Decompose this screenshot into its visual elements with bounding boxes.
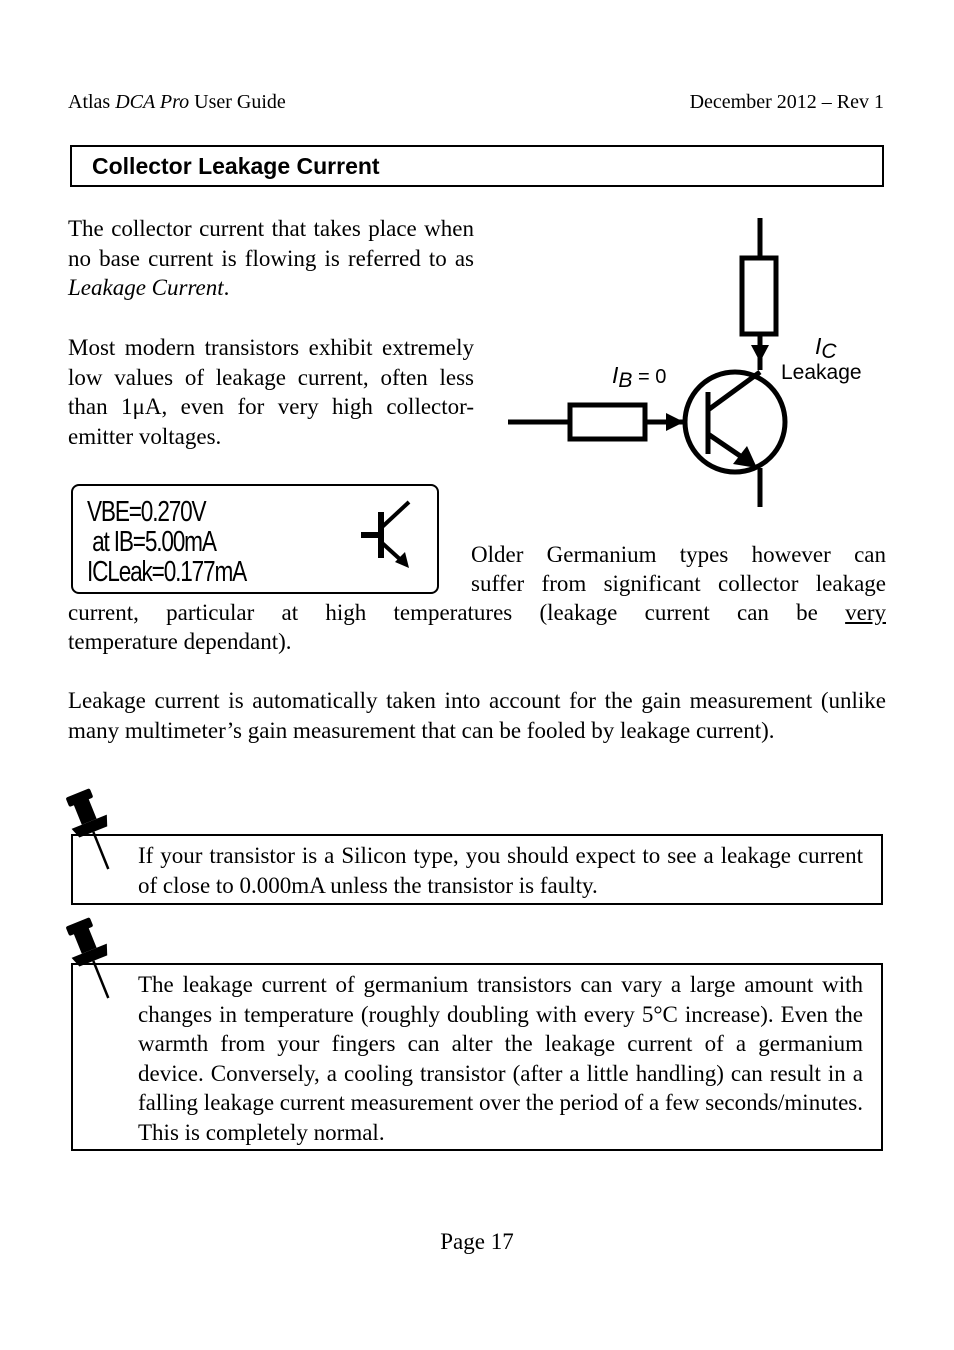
paragraph-germanium-line2: suffer from significant collector leakage <box>471 571 886 596</box>
header-left: Atlas DCA Pro User Guide <box>68 91 286 113</box>
paragraph-intro: The collector current that takes place when no base current is flowing is referred to as Leakage Current. <box>68 216 474 300</box>
pushpin-icon <box>62 915 124 1003</box>
pushpin-icon <box>62 786 124 874</box>
transistor-icon <box>359 498 419 576</box>
paragraph-germanium-line1: Older Germanium types however can <box>471 542 886 567</box>
lcd-line-leakage: ICLeak=0.177mA <box>87 556 247 588</box>
lcd-line-ib: at IB=5.00mA <box>87 526 216 558</box>
base-current-arrow <box>666 413 684 431</box>
note-text-germanium: The leakage current of germanium transistors can vary a large amount with changes in temperature (roughly doubling with every 5°C increase). Even the warmth from your fingers can alter the leakage current of a germanium device. Conversely, a cooling transistor (after a little handling) can result in a falling leakage current measurement over the period of a few seconds/minutes. This is completely normal. <box>138 972 863 1145</box>
section-title: Collector Leakage Current <box>92 153 380 179</box>
lcd-display <box>71 484 439 594</box>
collector-resistor <box>742 258 776 334</box>
paragraph-germanium-line3: current, particular at high temperatures (leakage current can be very <box>68 600 886 625</box>
collector-current-arrow <box>751 345 769 362</box>
header-right: December 2012 – Rev 1 <box>689 91 884 113</box>
note-box-silicon <box>71 834 883 905</box>
lcd-line-vbe: VBE=0.270V <box>87 496 206 528</box>
ic-label: IC <box>815 333 837 363</box>
base-resistor <box>570 405 645 439</box>
paragraph-gain-measurement: Leakage current is automatically taken into account for the gain measurement (unlike many multimeter’s gain measurement that can be fooled by leakage current). <box>68 688 886 743</box>
transistor-circle <box>685 372 785 472</box>
section-heading-box <box>70 145 884 187</box>
paragraph-germanium-line4: temperature dependant). <box>68 629 292 654</box>
transistor-leakage-diagram <box>500 210 900 510</box>
page-number: Page 17 <box>440 1229 514 1254</box>
paragraph-modern-transistors: Most modern transistors exhibit extremely low values of leakage current, often less than 1μA, even for very high collector-emitter voltages. <box>68 335 474 449</box>
note-box-germanium <box>71 963 883 1151</box>
leakage-label: Leakage <box>781 361 862 384</box>
ib-label: IB = 0 <box>612 362 667 392</box>
note-text-silicon: If your transistor is a Silicon type, you should expect to see a leakage current of close to 0.000mA unless the transistor is faulty. <box>138 843 863 898</box>
